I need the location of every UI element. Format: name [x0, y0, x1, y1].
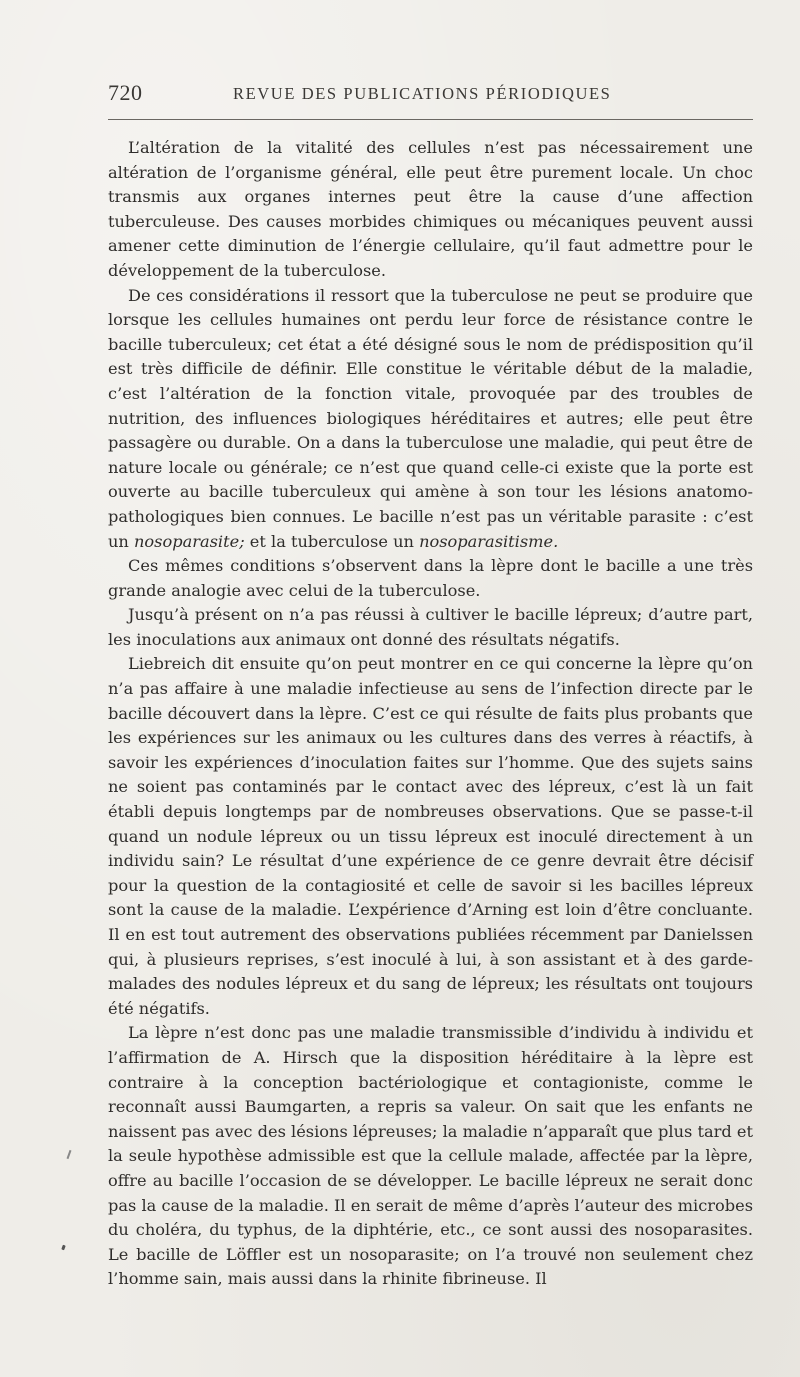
- text-segment: Liebreich dit ensuite qu’on peut montrer en ce qui concerne la lèpre qu’on n’a pas affaire à une maladie infectieuse au sens de l’infection directe par le bacille découvert dans la lèpre. C’est ce qui résulte de faits plus probants que les expériences sur les animaux ou les cultures dans des verres à réactifs, à savoir les expériences d’inoculation faites sur l’homme. Que des sujets sains ne soient pas contaminés par le contact avec des lépreux, c’est là un fait établi depuis longtemps par de nombreuses observations. Que se passe-t-il quand un nodule lépreux ou un tissu lépreux est inoculé directement à un individu sain? Le résultat d’une expérience de ce genre devrait être décisif pour la question de la contagiosité et celle de savoir si les bacilles lépreux sont la cause de la maladie. L’expérience d’Arning est loin d’être concluante. Il en est tout autrement des observations publiées récemment par Danielssen qui, à plusieurs reprises, s’est inoculé à lui, à son assistant et à des garde-malades des nodules lépreux et du sang de lépreux; les résultats ont toujours été négatifs.: [108, 654, 753, 1018]
- text-segment: L’altération de la vitalité des cellules n’est pas nécessairement une altération de l’organisme général, elle peut être purement locale. Un choc transmis aux organes internes peut être la cause d’une affection tuberculeuse. Des causes morbides chimiques ou mécaniques peuvent aussi amener cette diminution de l’énergie cellulaire, qu’il faut admettre pour le développement de la tuberculose.: [108, 138, 753, 280]
- paragraph: [108, 1021, 753, 1292]
- paragraph: [108, 136, 753, 284]
- italic-text: nosoparasitisme.: [419, 531, 559, 551]
- paragraph: [108, 554, 753, 603]
- text-segment: De ces considérations il ressort que la tuberculose ne peut se produire que lorsque les cellules humaines ont perdu leur force de résistance contre le bacille tuberculeux; cet état a été désigné sous le nom de prédisposition qu’il est très difficile de définir. Elle constitue le véritable début de la maladie, c’est l’altération de la fonction vitale, provoquée par des troubles de nutrition, des influences biologiques héréditaires et autres; elle peut être passagère ou durable. On a dans la tuberculose une maladie, qui peut être de nature locale ou générale; ce n’est que quand celle-ci existe que la porte est ouverte au bacille tuberculeux qui amène à son tour les lésions anatomo-pathologiques bien connues. Le bacille n’est pas un véritable parasite : c’est un: [108, 285, 753, 551]
- text-segment: Ces mêmes conditions s’observent dans la lèpre dont le bacille a une très grande analogie avec celui de la tuberculose.: [108, 556, 753, 600]
- paragraph: [108, 603, 753, 652]
- text-segment: Jusqu’à présent on n’a pas réussi à cultiver le bacille lépreux; d’autre part, les inoculations aux animaux ont donné des résultats négatifs.: [108, 605, 753, 649]
- page-number: 720: [108, 80, 143, 105]
- running-title: REVUE DES PUBLICATIONS PÉRIODIQUES: [233, 84, 612, 103]
- header-rule: [108, 119, 753, 120]
- text-segment: La lèpre n’est donc pas une maladie transmissible d’individu à individu et l’affirmation de A. Hirsch que la disposition héréditaire à la lèpre est contraire à la conception bactériologique et contagioniste, comme le reconnaît aussi Baumgarten, a repris sa valeur. On sait que les enfants ne naissent pas avec des lésions lépreuses; la maladie n’apparaît que plus tard et la seule hypothèse admissible est que la cellule malade, affectée par la lèpre, offre au bacille l’occasion de se développer. Le bacille lépreux ne serait donc pas la cause de la maladie. Il en serait de même d’après l’auteur des microbes du choléra, du typhus, de la diphtérie, etc., ce sont aussi des nosoparasites. Le bacille de Löffler est un nosoparasite; on l’a trouvé non seulement chez l’homme sain, mais aussi dans la rhinite fibrineuse. Il: [108, 1023, 753, 1289]
- paragraph: [108, 284, 753, 555]
- body-text: [108, 136, 753, 1292]
- page-header: [108, 80, 753, 110]
- paragraph: [108, 652, 753, 1021]
- text-segment: et la tuberculose un: [244, 531, 420, 551]
- italic-text: nosoparasite;: [134, 531, 245, 551]
